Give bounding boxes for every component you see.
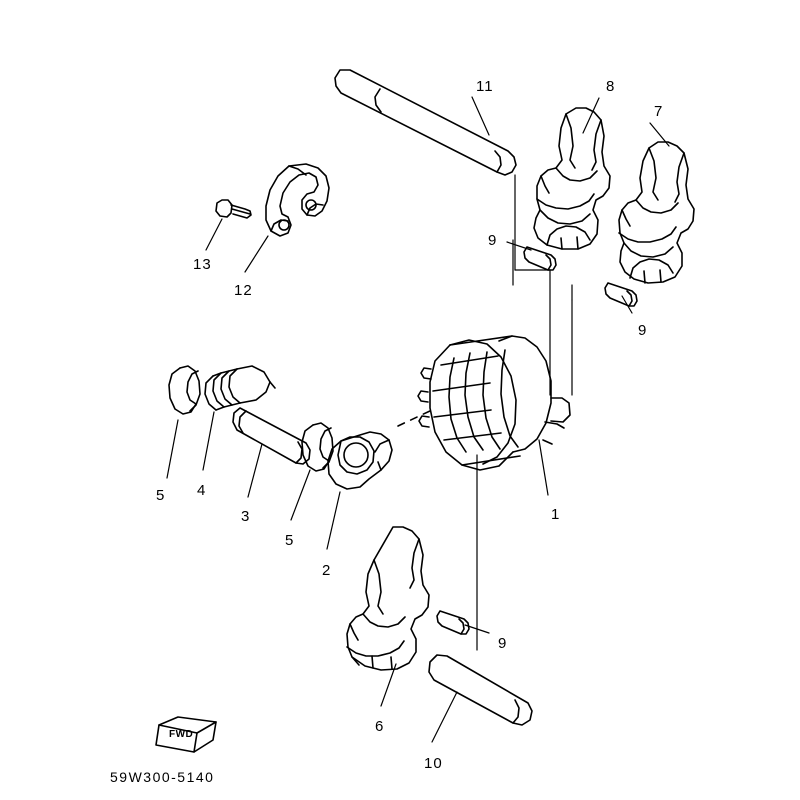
alignment-dashes — [398, 410, 432, 426]
guide-bar-pin-upper — [524, 247, 556, 270]
guide-bar-pin-right — [605, 283, 637, 306]
shift-fork-lower — [347, 527, 429, 670]
fwd-label: FWD — [169, 729, 194, 740]
callout-1: 1 — [551, 506, 561, 523]
shift-fork-upper-left — [534, 108, 610, 249]
shift-drum — [418, 336, 570, 470]
shift-fork-upper-right — [619, 142, 694, 283]
stopper-plate — [266, 164, 329, 236]
callout-9-upper: 9 — [488, 232, 498, 249]
part-code: 59W300-5140 — [110, 769, 215, 785]
guide-bar-pin-lower — [437, 611, 469, 634]
callout-11: 11 — [476, 78, 494, 95]
circlip-left — [169, 366, 200, 414]
callout-5-left: 5 — [156, 487, 166, 504]
callout-9-right: 9 — [638, 322, 648, 339]
callout-10: 10 — [424, 755, 443, 772]
bolt — [216, 200, 251, 218]
callout-5-right: 5 — [285, 532, 295, 549]
callout-2: 2 — [322, 562, 332, 579]
callout-3: 3 — [241, 508, 251, 525]
callout-9-lower: 9 — [498, 635, 508, 652]
callout-8: 8 — [606, 78, 616, 95]
callout-7: 7 — [654, 103, 664, 120]
shift-cam-shaft — [233, 408, 310, 464]
callout-13: 13 — [193, 256, 212, 273]
shift-cam-lever — [328, 432, 392, 489]
spring — [205, 366, 275, 410]
callout-12: 12 — [234, 282, 253, 299]
callout-6: 6 — [375, 718, 385, 735]
shift-shaft-rod-lower — [429, 655, 532, 725]
callout-4: 4 — [197, 482, 207, 499]
